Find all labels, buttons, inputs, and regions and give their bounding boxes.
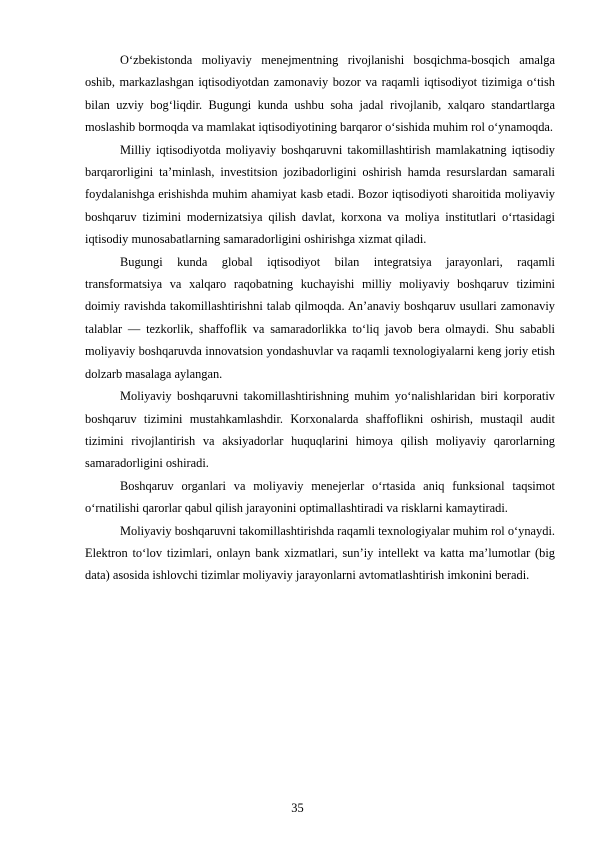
paragraph: O‘zbekistonda moliyaviy menejmentning rivojlanishi bosqichma-bosqich amalga oshib, markazlashgan iqtisodiyotdan zamonaviy bozor va raqamli iqtisodiyot tizimiga o‘tish bilan uzviy bog‘liqdir. Bugungi kunda ushbu soha jadal rivojlanib, xalqaro standartlarga moslashib bormoqda va mamlakat iqtisodiyotining barqaror o‘sishida muhim rol o‘ynamoqda. [85,53,555,135]
paragraph: Moliyaviy boshqaruvni takomillashtirishning muhim yo‘nalishlaridan biri korporativ boshqaruv tizimini mustahkamlashdir. Korxonalarda shaffoflikni oshirish, mustaqil audit tizimini rivojlantirish va aksiyadorlar huquqlarini himoya qilish moliyaviy qarorlarning samaradorligini oshiradi. [85,389,555,471]
paragraph: Bugungi kunda global iqtisodiyot bilan integratsiya jarayonlari, raqamli transformatsiya va xalqaro raqobatning kuchayishi milliy moliyaviy boshqaruv tizimini doimiy ravishda takomillashtirishni talab qilmoqda. An’anaviy boshqaruv usullari zamonaviy talablar — tezkorlik, shaffoflik va samaradorlikka to‘liq javob bera olmaydi. Shu sababli moliyaviy boshqaruvda innovatsion yondashuvlar va raqamli texnologiyalarni keng joriy etish dolzarb masalaga aylangan. [85,254,555,381]
page-number: 35 [291,801,304,815]
paragraph: Boshqaruv organlari va moliyaviy menejerlar o‘rtasida aniq funksional taqsimot o‘rnatilishi qarorlar qabul qilish jarayonini optimallashtiradi va risklarni kamaytiradi. [85,478,555,516]
paragraph: Milliy iqtisodiyotda moliyaviy boshqaruvni takomillashtirish mamlakatning iqtisodiy barqarorligini ta’minlash, investitsion jozibadorligini oshirish hamda resurslardan samarali foydalanishga erishishda muhim ahamiyat kasb etadi. Bozor iqtisodiyoti sharoitida moliyaviy boshqaruv tizimini modernizatsiya qilish davlat, korxona va moliya institutlari o‘rtasidagi iqtisodiy munosabatlarning samaradorligini oshirishga xizmat qiladi. [85,142,555,247]
page-body [85,49,555,587]
paragraph: Moliyaviy boshqaruvni takomillashtirishda raqamli texnologiyalar muhim rol o‘ynaydi. Elektron to‘lov tizimlari, onlayn bank xizmatlari, sun’iy intellekt va katta ma’lumotlar (big data) asosida ishlovchi tizimlar moliyaviy jarayonlarni avtomatlashtirish imkonini beradi. [85,523,555,583]
